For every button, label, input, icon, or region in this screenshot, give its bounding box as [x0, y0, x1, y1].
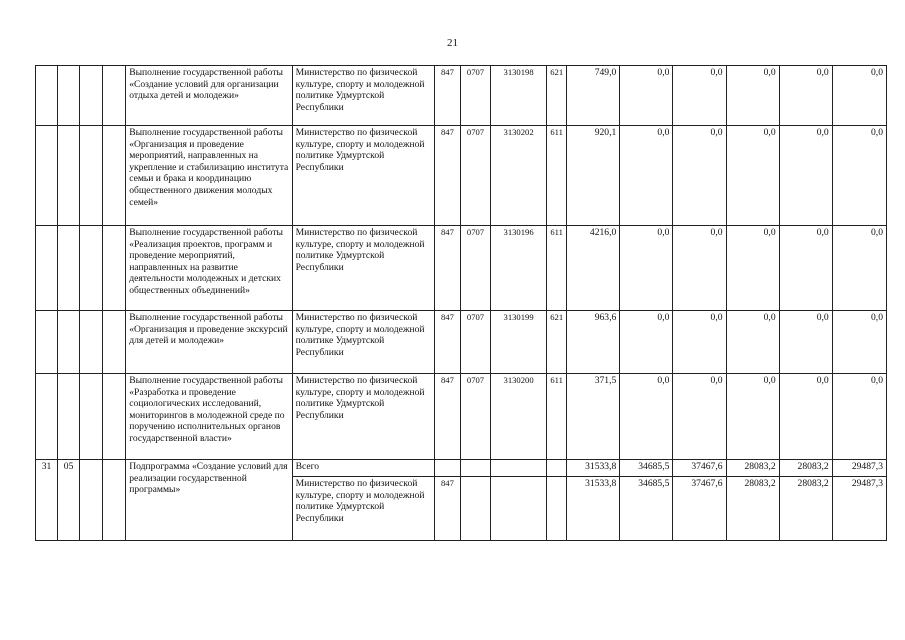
vr-cell: 621	[547, 311, 567, 374]
gp-code-cell: 31	[36, 460, 58, 541]
empty-code-cell	[491, 477, 547, 541]
value-cell: 0,0	[726, 226, 779, 311]
table-row	[36, 66, 887, 126]
code-cell	[36, 374, 58, 460]
value-cell: 0,0	[620, 374, 673, 460]
value-cell: 4216,0	[567, 226, 620, 311]
code-cell	[103, 460, 126, 541]
value-cell: 0,0	[832, 311, 886, 374]
value-cell: 0,0	[673, 126, 726, 226]
value-cell: 371,5	[567, 374, 620, 460]
page-number: 21	[447, 37, 458, 49]
executor-value-cell: 34685,5	[620, 477, 673, 541]
empty-code-cell	[460, 460, 490, 477]
executor-value-cell: 29487,3	[832, 477, 886, 541]
grbs-cell: 847	[434, 226, 460, 311]
value-cell: 0,0	[779, 374, 832, 460]
csr-cell: 3130199	[491, 311, 547, 374]
code-cell	[80, 460, 103, 541]
csr-cell: 3130198	[491, 66, 547, 126]
total-value-cell: 37467,6	[673, 460, 726, 477]
code-cell	[36, 226, 58, 311]
work-name-cell: Выполнение государственной работы «Реализация проектов, программ и проведение мероприятий, направленных на развитие деятельности молодежных и детских общественных объединений»	[126, 226, 292, 311]
code-cell	[58, 374, 80, 460]
rzpr-cell: 0707	[460, 374, 490, 460]
executor-cell: Министерство по физической культуре, спорту и молодежной политике Удмуртской Республики	[292, 66, 434, 126]
code-cell	[58, 126, 80, 226]
total-label-cell: Всего	[292, 460, 434, 477]
value-cell: 0,0	[620, 226, 673, 311]
code-cell	[80, 126, 103, 226]
value-cell: 0,0	[620, 66, 673, 126]
value-cell: 0,0	[779, 66, 832, 126]
value-cell: 0,0	[673, 374, 726, 460]
code-cell	[36, 126, 58, 226]
empty-code-cell	[491, 460, 547, 477]
value-cell: 920,1	[567, 126, 620, 226]
empty-code-cell	[434, 460, 460, 477]
value-cell: 0,0	[726, 374, 779, 460]
value-cell: 0,0	[779, 226, 832, 311]
total-value-cell: 29487,3	[832, 460, 886, 477]
executor-cell: Министерство по физической культуре, спорту и молодежной политике Удмуртской Республики	[292, 311, 434, 374]
rzpr-cell: 0707	[460, 66, 490, 126]
value-cell: 0,0	[673, 66, 726, 126]
vr-cell: 611	[547, 374, 567, 460]
value-cell: 0,0	[620, 311, 673, 374]
rzpr-cell: 0707	[460, 226, 490, 311]
subprogram-total-row	[36, 460, 887, 477]
executor-value-cell: 28083,2	[726, 477, 779, 541]
grbs-cell: 847	[434, 311, 460, 374]
executor-cell: Министерство по физической культуре, спорту и молодежной политике Удмуртской Республики	[292, 477, 434, 541]
total-value-cell: 28083,2	[779, 460, 832, 477]
rzpr-cell: 0707	[460, 126, 490, 226]
vr-cell: 621	[547, 66, 567, 126]
code-cell	[80, 226, 103, 311]
value-cell: 0,0	[726, 311, 779, 374]
executor-value-cell: 31533,8	[567, 477, 620, 541]
code-cell	[80, 66, 103, 126]
executor-cell: Министерство по физической культуре, спорту и молодежной политике Удмуртской Республики	[292, 374, 434, 460]
executor-cell: Министерство по физической культуре, спорту и молодежной политике Удмуртской Республики	[292, 126, 434, 226]
code-cell	[58, 226, 80, 311]
csr-cell: 3130196	[491, 226, 547, 311]
work-name-cell: Выполнение государственной работы «Создание условий для организации отдыха детей и молодежи»	[126, 66, 292, 126]
subprogram-name-cell: Подпрограмма «Создание условий для реализации государственной программы»	[126, 460, 292, 541]
table-row	[36, 126, 887, 226]
value-cell: 0,0	[779, 311, 832, 374]
work-name-cell: Выполнение государственной работы «Организация и проведение экскурсий для детей и молодежи»	[126, 311, 292, 374]
total-value-cell: 31533,8	[567, 460, 620, 477]
csr-cell: 3130202	[491, 126, 547, 226]
value-cell: 0,0	[726, 66, 779, 126]
code-cell	[36, 311, 58, 374]
grbs-cell: 847	[434, 66, 460, 126]
pp-code-cell: 05	[58, 460, 80, 541]
value-cell: 0,0	[726, 126, 779, 226]
table-row	[36, 311, 887, 374]
value-cell: 0,0	[620, 126, 673, 226]
budget-table	[35, 65, 887, 541]
empty-code-cell	[460, 477, 490, 541]
code-cell	[80, 311, 103, 374]
value-cell: 0,0	[832, 66, 886, 126]
value-cell: 749,0	[567, 66, 620, 126]
code-cell	[103, 66, 126, 126]
code-cell	[103, 311, 126, 374]
value-cell: 0,0	[832, 126, 886, 226]
code-cell	[80, 374, 103, 460]
code-cell	[103, 226, 126, 311]
table-row	[36, 374, 887, 460]
total-value-cell: 28083,2	[726, 460, 779, 477]
table-body	[36, 66, 887, 541]
value-cell: 0,0	[779, 126, 832, 226]
total-value-cell: 34685,5	[620, 460, 673, 477]
code-cell	[36, 66, 58, 126]
grbs-cell: 847	[434, 126, 460, 226]
table-row	[36, 226, 887, 311]
code-cell	[103, 374, 126, 460]
code-cell	[58, 66, 80, 126]
vr-cell: 611	[547, 226, 567, 311]
code-cell	[58, 311, 80, 374]
value-cell: 0,0	[673, 311, 726, 374]
work-name-cell: Выполнение государственной работы «Организация и проведение мероприятий, направленных на укрепление и стабилизацию института семьи и брака и координацию общественного движения молодых семей»	[126, 126, 292, 226]
grbs-cell: 847	[434, 477, 460, 541]
grbs-cell: 847	[434, 374, 460, 460]
value-cell: 963,6	[567, 311, 620, 374]
executor-value-cell: 37467,6	[673, 477, 726, 541]
rzpr-cell: 0707	[460, 311, 490, 374]
empty-code-cell	[547, 477, 567, 541]
value-cell: 0,0	[832, 226, 886, 311]
csr-cell: 3130200	[491, 374, 547, 460]
work-name-cell: Выполнение государственной работы «Разработка и проведение социологических исследований, мониторингов в молодежной среде по поручению исполнительных органов государственной власти»	[126, 374, 292, 460]
code-cell	[103, 126, 126, 226]
empty-code-cell	[547, 460, 567, 477]
executor-value-cell: 28083,2	[779, 477, 832, 541]
vr-cell: 611	[547, 126, 567, 226]
value-cell: 0,0	[673, 226, 726, 311]
value-cell: 0,0	[832, 374, 886, 460]
executor-cell: Министерство по физической культуре, спорту и молодежной политике Удмуртской Республики	[292, 226, 434, 311]
